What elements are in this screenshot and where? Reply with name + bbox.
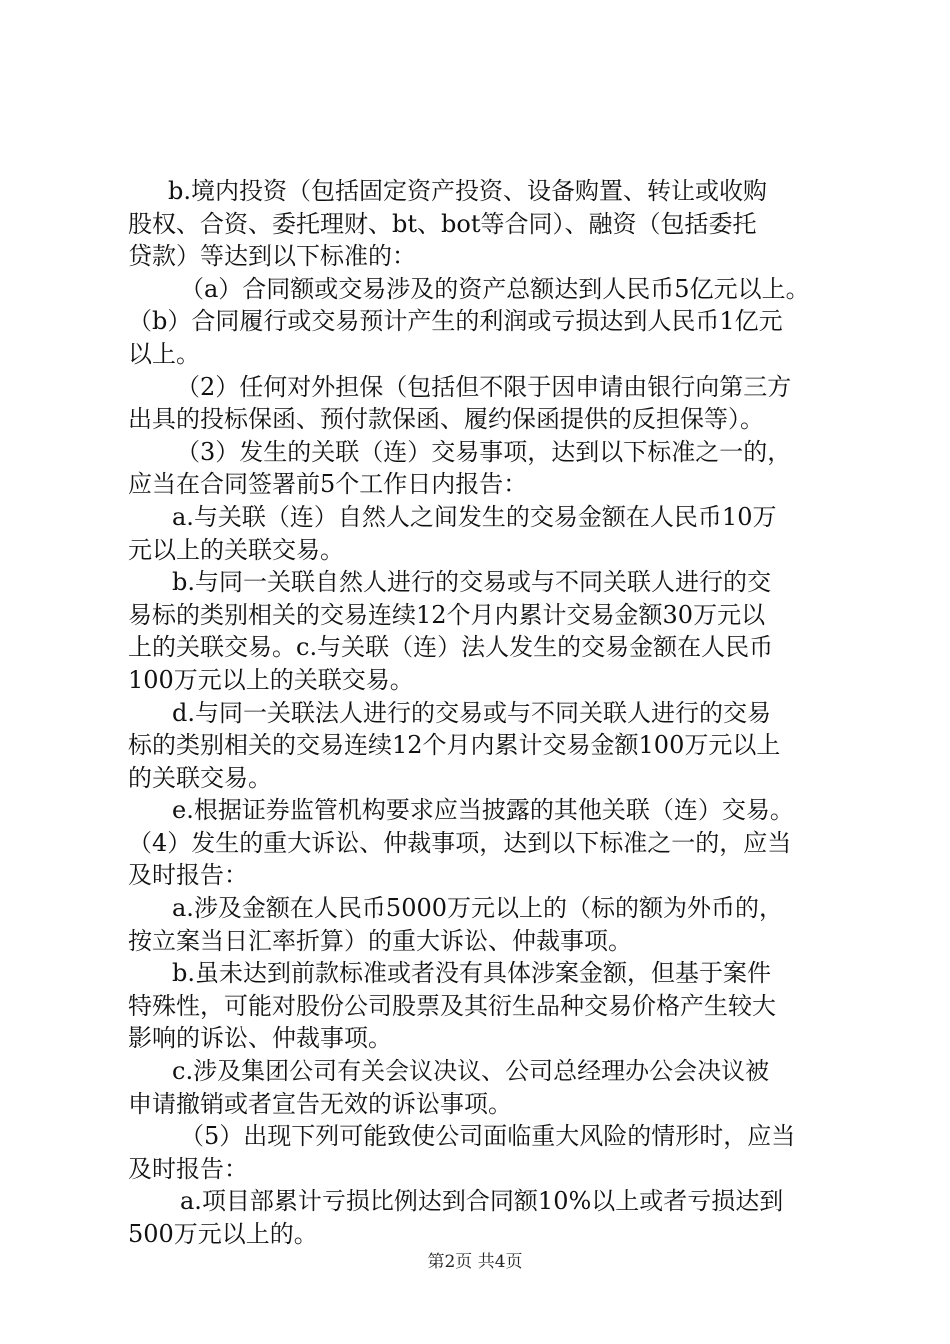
text-line: 500万元以上的。 [128,1220,318,1248]
text-line: 及时报告： [128,1154,248,1183]
text-line: e.根据证券监管机构要求应当披露的其他关联（连）交易。 [172,796,794,825]
text-line: （5）出现下列可能致使公司面临重大风险的情形时，应当 [180,1122,796,1151]
text-line: 贷款）等达到以下标准的： [128,242,416,271]
document-body [128,175,833,1251]
text-line: 应当在合同签署前5个工作日内报告： [128,470,528,499]
page-footer: 第2页 共4页 [427,1252,523,1272]
text-line: 按立案当日汇率折算）的重大诉讼、仲裁事项。 [128,926,632,955]
text-line: 申请撤销或者宣告无效的诉讼事项。 [128,1089,512,1118]
text-line: 元以上的关联交易。 [128,535,344,564]
text-line: （4）发生的重大诉讼、仲裁事项，达到以下标准之一的，应当 [128,828,792,857]
text-line: a.项目部累计亏损比例达到合同额10%以上或者亏损达到 [180,1187,784,1216]
text-line: （3）发生的关联（连）交易事项，达到以下标准之一的， [176,437,792,466]
text-line: （a）合同额或交易涉及的资产总额达到人民币5亿元以上。 [180,274,810,303]
text-line: d.与同一关联法人进行的交易或与不同关联人进行的交易 [172,698,771,727]
text-line: 及时报告： [128,861,248,890]
text-line: 以上。 [128,339,200,368]
text-line: 标的类别相关的交易连续12个月内累计交易金额100万元以上 [128,731,781,760]
text-line: 100万元以上的关联交易。 [128,665,414,694]
text-line: b.与同一关联自然人进行的交易或与不同关联人进行的交 [172,568,771,597]
text-line: 股权、合资、委托理财、bt、bot等合同）、融资（包括委托 [128,209,757,238]
text-line: 上的关联交易。c.与关联（连）法人发生的交易金额在人民币 [128,633,774,662]
text-line: 出具的投标保函、预付款保函、履约保函提供的反担保等）。 [128,405,764,434]
text-line: （b）合同履行或交易预计产生的利润或亏损达到人民币1亿元 [128,307,783,336]
text-line: b.境内投资（包括固定资产投资、设备购置、转让或收购 [168,177,767,205]
text-line: 的关联交易。 [128,763,272,792]
text-line: a.与关联（连）自然人之间发生的交易金额在人民币10万 [172,502,777,531]
text-line: a.涉及金额在人民币5000万元以上的（标的额为外币的， [172,894,784,923]
text-line: 易标的类别相关的交易连续12个月内累计交易金额30万元以 [128,600,766,629]
text-line: b.虽未达到前款标准或者没有具体涉案金额，但基于案件 [172,959,771,988]
text-line: （2）任何对外担保（包括但不限于因申请由银行向第三方 [176,372,792,401]
text-line: c.涉及集团公司有关会议决议、公司总经理办公会决议被 [172,1057,770,1086]
text-line: 影响的诉讼、仲裁事项。 [128,1024,392,1053]
text-line: 特殊性，可能对股份公司股票及其衍生品种交易价格产生较大 [128,991,776,1020]
